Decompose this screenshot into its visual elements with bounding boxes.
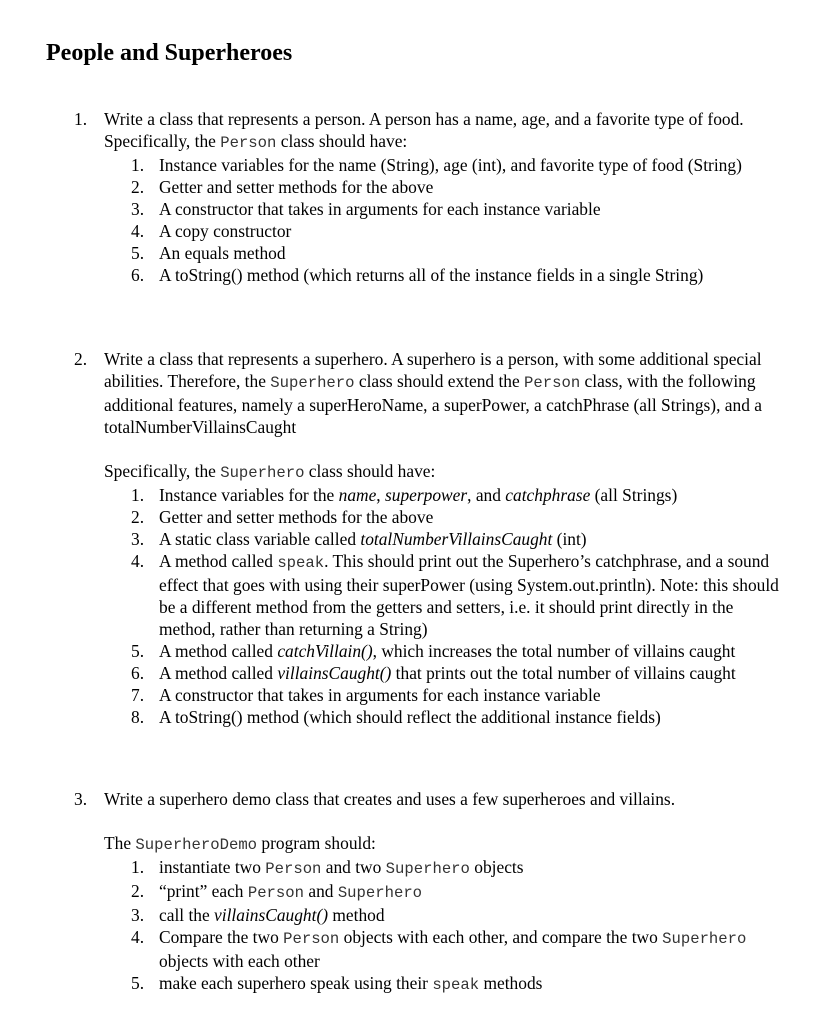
list-item: 2. Getter and setter methods for the above — [131, 507, 434, 527]
list-item: 6. A method called villainsCaught() that prints out the total number of villains caught — [131, 663, 736, 683]
list-item: 4. Compare the two Person objects with each other, and compare the two Superhero objects with each other — [131, 927, 747, 971]
spec-intro: Specifically, the Person class should have: — [104, 131, 408, 152]
list-item: 1. Instance variables for the name, superpower, and catchphrase (all Strings) — [131, 485, 678, 505]
code-speak: speak — [277, 554, 325, 572]
list-item: 8. A toString() method (which should reflect the additional instance fields) — [131, 707, 661, 727]
question-3 — [74, 788, 794, 996]
list-item: 6. A toString() method (which returns all of the instance fields in a single String) — [131, 265, 704, 285]
list-item: 3. call the villainsCaught() method — [131, 905, 385, 925]
question-2 — [74, 348, 794, 728]
list-item: 4. A copy constructor — [131, 221, 292, 241]
page-title: People and Superheroes — [46, 40, 293, 66]
code-person: Person — [220, 134, 277, 152]
question-text: Write a superhero demo class that creates and uses a few superheroes and villains. — [104, 789, 676, 809]
question-number: 3. — [74, 789, 88, 809]
list-item: 5. make each superhero speak using their speak methods — [131, 973, 543, 994]
code-superhero: Superhero — [220, 464, 305, 482]
list-item: 4. A method called speak. This should print out the Superhero’s catchphrase, and a sound effect that goes with using their superPower (using System.out.println). Note: this should be a different method from the getters and setters, i.e. it should print directly in the method, rather than returning a String) — [131, 551, 779, 639]
question-text: Write a class that represents a superhero. A superhero is a person, with some additional special abilities. Therefore, the Superhero class should extend the Person class, with the following additional features, namely a superHeroName, a superPower, a catchPhrase (all Strings), and a totalNumberVillainsCaught — [104, 349, 762, 437]
question-number: 1. — [74, 109, 88, 129]
question-text: Write a class that represents a person. A person has a name, age, and a favorite type of food. — [104, 109, 744, 129]
list-item: 5. An equals method — [131, 243, 286, 263]
list-item: 2. Getter and setter methods for the above — [131, 177, 434, 197]
code-superhero: Superhero — [270, 374, 355, 392]
program-intro: The SuperheroDemo program should: — [104, 833, 376, 854]
requirements-list — [104, 484, 794, 728]
list-item: 3. A static class variable called totalNumberVillainsCaught (int) — [131, 529, 587, 549]
list-item: 1. Instance variables for the name (String), age (int), and favorite type of food (String) — [131, 155, 742, 175]
code-superherodemo: SuperheroDemo — [135, 836, 258, 854]
list-item: 1. instantiate two Person and two Superhero objects — [131, 857, 524, 878]
list-item: 3. A constructor that takes in arguments for each instance variable — [131, 199, 601, 219]
question-1 — [74, 108, 794, 286]
spec-intro: Specifically, the Superhero class should have: — [104, 461, 436, 482]
list-item: 7. A constructor that takes in arguments for each instance variable — [131, 685, 601, 705]
list-item: 2. “print” each Person and Superhero — [131, 881, 423, 902]
requirements-list — [104, 856, 794, 996]
requirements-list — [104, 154, 794, 286]
question-number: 2. — [74, 349, 88, 369]
code-person: Person — [524, 374, 581, 392]
list-item: 5. A method called catchVillain(), which increases the total number of villains caught — [131, 641, 736, 661]
